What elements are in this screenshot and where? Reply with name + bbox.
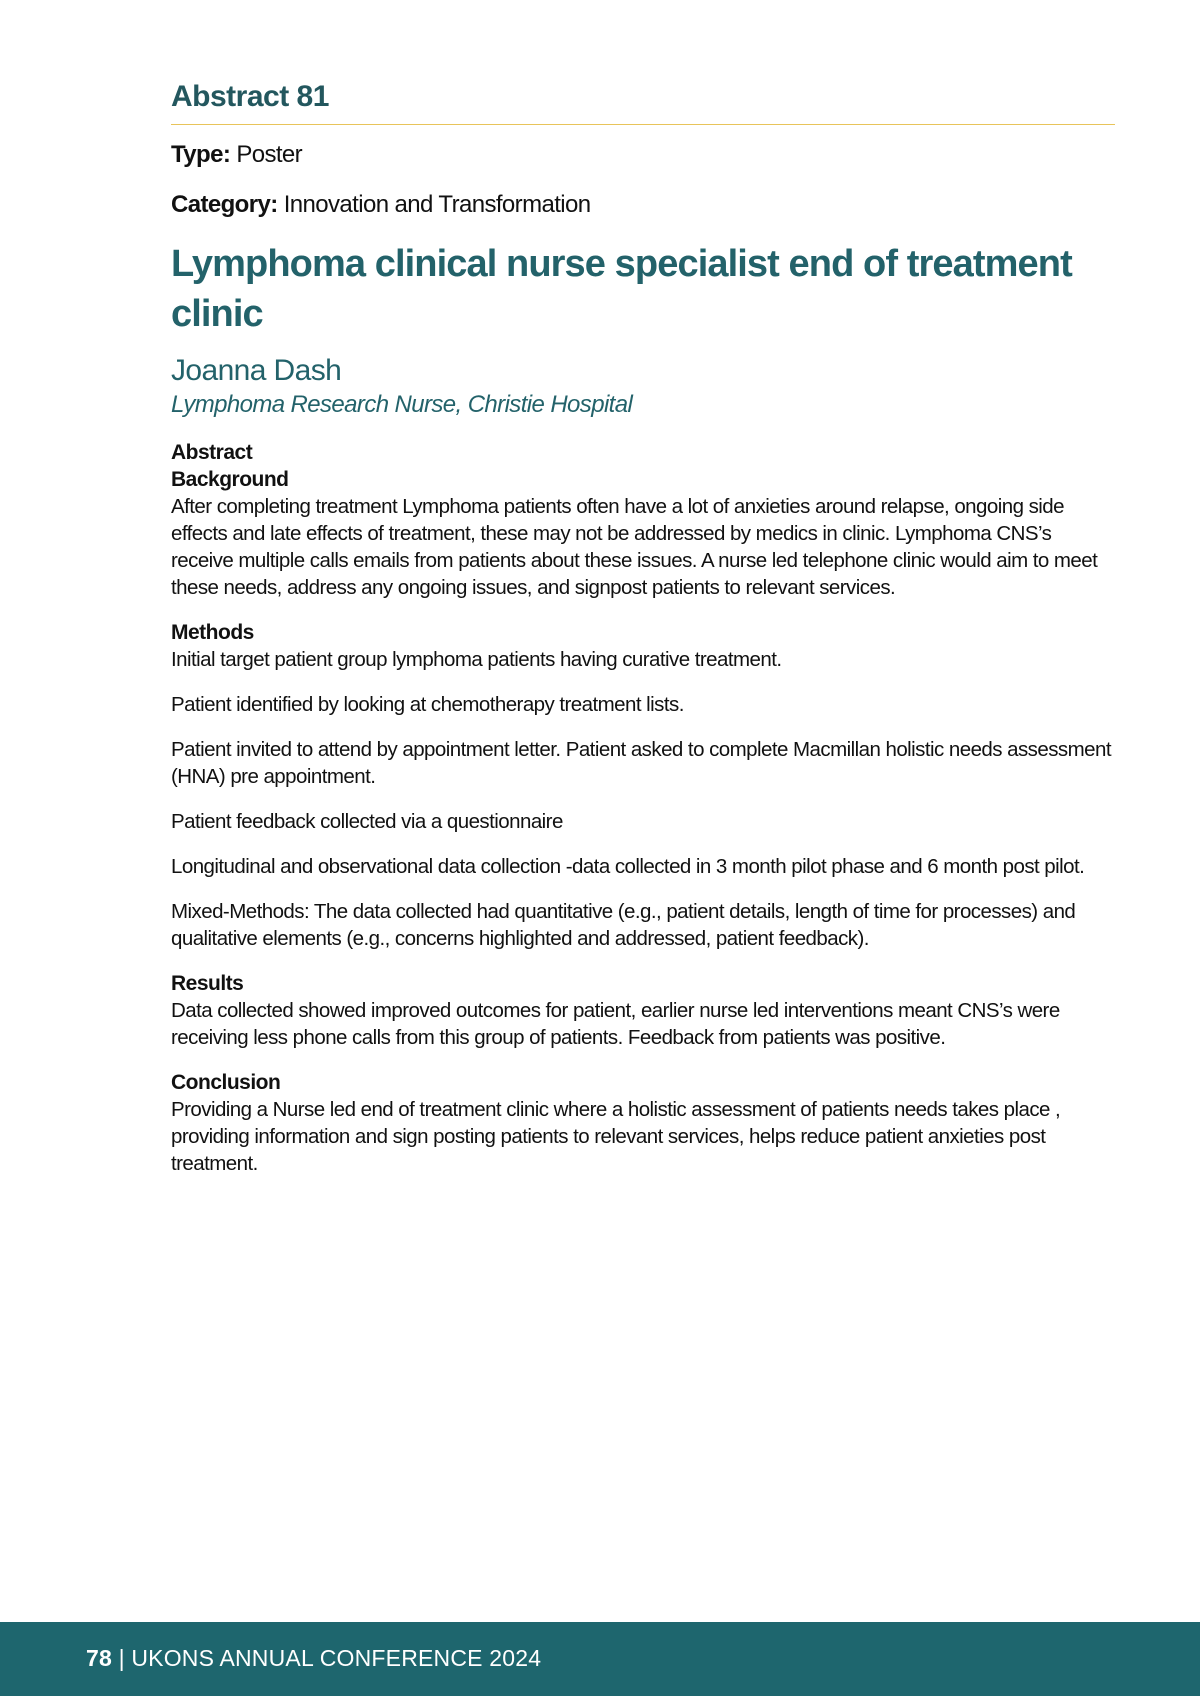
author-name: Joanna Dash: [171, 354, 342, 387]
page-number: 78: [86, 1645, 112, 1671]
type-value: Poster: [236, 141, 303, 168]
abstract-content: [171, 76, 1115, 1195]
category-line: [171, 189, 1115, 221]
abstract-heading: Abstract: [171, 441, 253, 464]
category-label: Category:: [171, 191, 278, 218]
methods-paragraph: Mixed-Methods: The data collected had quantitative (e.g., patient details, length of time for processes) and qualitative elements (e.g., concerns highlighted and addressed, patient feedback).: [171, 900, 1076, 950]
footer-separator: |: [111, 1645, 132, 1671]
category-value: Innovation and Transformation: [283, 191, 591, 218]
methods-paragraph: Initial target patient group lymphoma patients having curative treatment.: [171, 648, 782, 671]
methods-paragraph: Longitudinal and observational data collection -data collected in 3 month pilot phase and 6 month post pilot.: [171, 855, 1085, 878]
conference-name: UKONS ANNUAL CONFERENCE 2024: [131, 1645, 542, 1671]
footer-text: [86, 1643, 541, 1673]
paper-title: Lymphoma clinical nurse specialist end of treatment clinic: [171, 243, 1072, 335]
conclusion-heading: Conclusion: [171, 1071, 281, 1094]
methods-paragraph: Patient feedback collected via a questionnaire: [171, 810, 563, 833]
type-line: [171, 139, 1115, 171]
author-affiliation: Lymphoma Research Nurse, Christie Hospital: [171, 391, 633, 418]
type-label: Type:: [171, 141, 231, 168]
conclusion-text: Providing a Nurse led end of treatment clinic where a holistic assessment of patients needs takes place , providing information and sign posting patients to relevant services, helps reduce patient anxieties post treatment.: [171, 1098, 1061, 1175]
results-heading: Results: [171, 972, 244, 995]
methods-paragraph: Patient invited to attend by appointment letter. Patient asked to complete Macmillan holistic needs assessment (HNA) pre appointment.: [171, 738, 1111, 788]
header-divider: [171, 124, 1115, 125]
abstract-number: Abstract 81: [171, 80, 329, 113]
methods-heading: Methods: [171, 621, 254, 644]
page-footer: [0, 1622, 1200, 1696]
background-text: After completing treatment Lymphoma patients often have a lot of anxieties around relapse, ongoing side effects and late effects of treatment, these may not be addressed by medics in clinic. Lymphoma CNS’s receive multiple calls emails from patients about these issues. A nurse led telephone clinic would aim to meet these needs, address any ongoing issues, and signpost patients to relevant services.: [171, 495, 1098, 599]
results-text: Data collected showed improved outcomes for patient, earlier nurse led interventions meant CNS’s were receiving less phone calls from this group of patients. Feedback from patients was positive.: [171, 999, 1060, 1049]
methods-paragraph: Patient identified by looking at chemotherapy treatment lists.: [171, 693, 684, 716]
background-heading: Background: [171, 468, 289, 491]
